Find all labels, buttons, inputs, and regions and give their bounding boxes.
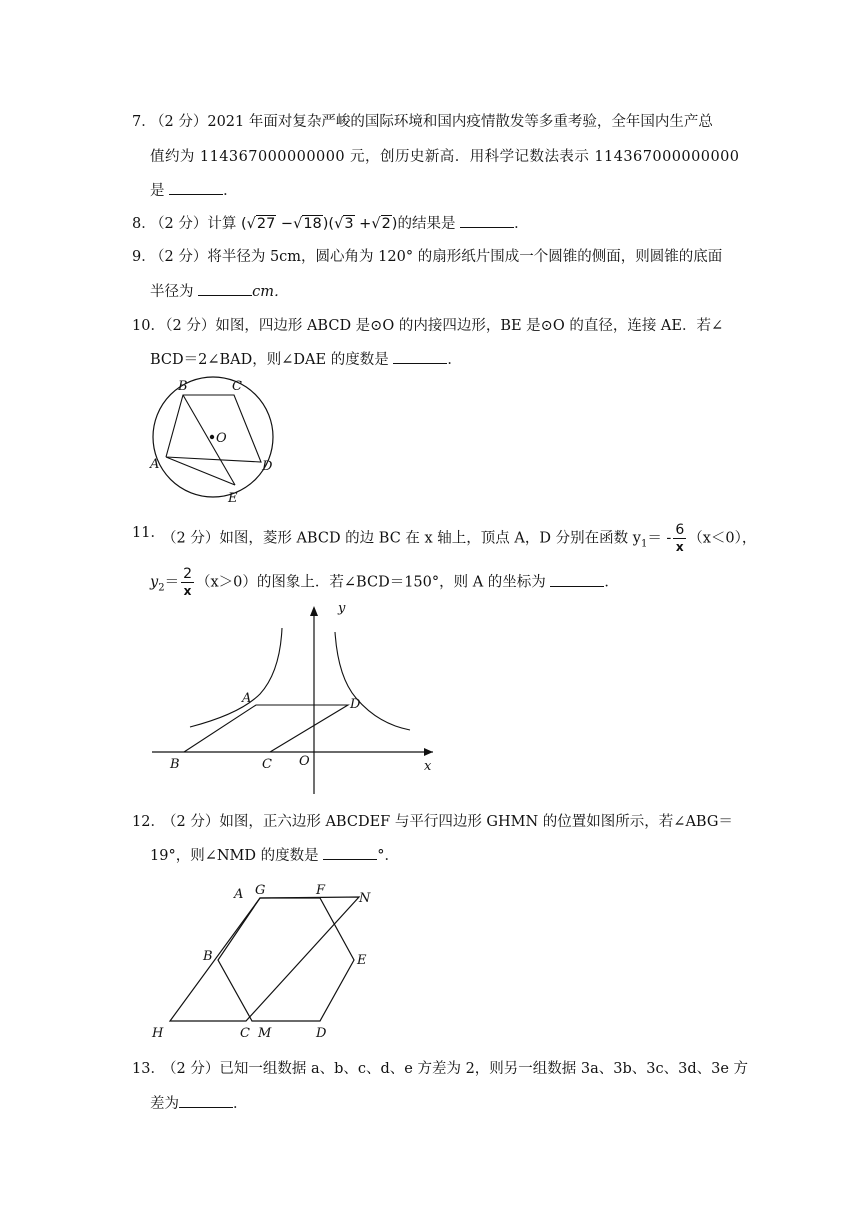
question-score: （2 分）	[162, 530, 220, 547]
label-e: E	[357, 953, 367, 968]
fraction-denominator: x	[675, 540, 684, 554]
rhombus-abcd	[184, 705, 348, 752]
fraction-denominator: x	[183, 584, 192, 598]
hexagon-abcdef	[218, 898, 354, 1021]
math-text: ＝ -	[647, 530, 672, 547]
question-line: 2021 年面对复杂严峻的国际环境和国内疫情散发等多重考验，全年国内生产总	[207, 114, 713, 130]
question-text	[162, 1058, 748, 1080]
question-score: （2 分）	[150, 249, 208, 265]
question-line: 19°，则∠NMD 的度数是	[150, 848, 319, 864]
question-line: 如图，菱形 ABCD 的边 BC 在 x 轴上，顶点 A，D 分别在函数 y	[219, 530, 641, 547]
question-text	[150, 845, 399, 867]
question-score: （2 分）	[150, 114, 208, 130]
label-e: E	[228, 491, 238, 505]
fraction-numerator: 2	[183, 566, 192, 582]
question-line: 如图，四边形 ABCD 是⊙O 的内接四边形，BE 是⊙O 的直径，连接 AE．若∠	[215, 318, 724, 334]
question-number: 12．	[132, 814, 165, 830]
label-c: C	[262, 757, 272, 772]
label-d: D	[316, 1026, 327, 1041]
curve-y1	[190, 628, 282, 727]
diameter-be	[183, 395, 235, 485]
question-score: （2 分）	[158, 318, 216, 334]
label-b: B	[203, 949, 213, 964]
question-text	[150, 566, 619, 599]
label-o: O	[299, 754, 310, 769]
question-text	[150, 281, 288, 303]
question-line: ．	[223, 183, 238, 199]
question-text	[162, 811, 733, 833]
question-number: 9．	[132, 249, 156, 265]
question-line: 值约为 114367000000000 元，创历史新高．用科学记数法表示 114367000000000	[150, 149, 740, 165]
label-c: C	[240, 1026, 250, 1041]
question-score: （2 分）	[162, 1061, 220, 1077]
math-text: y	[150, 574, 159, 591]
question-text	[150, 246, 722, 268]
hexagon-figure	[148, 878, 378, 1042]
math-expression: (√27 −√18)(√3 +√2)	[240, 216, 398, 232]
question-text	[150, 180, 238, 202]
unit-text: cm．	[252, 284, 289, 300]
label-h: H	[152, 1026, 164, 1041]
x-axis-arrow	[424, 748, 433, 756]
segment-ae	[166, 457, 235, 485]
question-line: ．	[514, 216, 529, 232]
question-line: 是	[150, 183, 165, 199]
question-line: ．	[233, 1096, 248, 1112]
fraction-numerator: 6	[675, 522, 685, 538]
question-number: 11．	[132, 525, 165, 541]
label-a: A	[150, 457, 160, 472]
label-y: y	[338, 602, 346, 616]
answer-blank[interactable]	[198, 281, 252, 296]
question-line: （x＞0）的图象上．若∠BCD＝150°，则 A 的坐标为	[196, 574, 546, 591]
question-line: 已知一组数据 a、b、c、d、e 方差为 2，则另一组数据 3a、3b、3c、3d、3e 方	[219, 1061, 749, 1077]
label-n: N	[359, 891, 371, 906]
question-text	[162, 522, 756, 555]
question-text	[150, 111, 713, 133]
y-axis-arrow	[310, 606, 318, 616]
curve-y2	[335, 632, 410, 730]
question-text	[158, 315, 723, 337]
answer-blank[interactable]	[169, 180, 223, 195]
subscript: 2	[158, 582, 165, 594]
center-point	[210, 435, 214, 439]
math-text: ＝	[164, 574, 180, 591]
question-line: 如图，正六边形 ABCDEF 与平行四边形 GHMN 的位置如图所示，若∠ABG＝	[219, 814, 733, 830]
label-b: B	[170, 757, 180, 772]
question-line: ．	[447, 352, 462, 368]
label-g: G	[255, 883, 266, 898]
answer-blank[interactable]	[393, 349, 447, 364]
label-m: M	[258, 1026, 272, 1041]
label-a: A	[234, 887, 244, 902]
label-b: B	[178, 379, 188, 394]
math-text: （x＜0），	[688, 530, 757, 547]
radicand: 18	[303, 216, 322, 232]
question-text	[150, 213, 529, 235]
radicand: 2	[381, 216, 391, 232]
radicand: 27	[256, 216, 276, 232]
question-line: 计算	[207, 216, 237, 232]
rhombus-graph-figure	[148, 602, 443, 798]
question-line: 半径为	[150, 284, 194, 300]
question-score: （2 分）	[162, 814, 220, 830]
label-o: O	[216, 431, 227, 446]
question-number: 8．	[132, 216, 156, 232]
label-x: x	[424, 759, 432, 774]
question-number: 13．	[132, 1061, 165, 1077]
question-score: （2 分）	[150, 216, 208, 232]
circle-figure	[140, 375, 280, 505]
question-text	[150, 349, 462, 371]
answer-blank[interactable]	[550, 572, 604, 587]
answer-blank[interactable]	[460, 213, 514, 228]
fraction	[181, 566, 194, 599]
question-text	[150, 1093, 248, 1115]
question-number: 10．	[132, 318, 165, 334]
label-f: F	[316, 883, 326, 898]
radicand: 3	[344, 216, 354, 232]
fraction	[673, 522, 686, 555]
answer-blank[interactable]	[323, 845, 377, 860]
label-a: A	[242, 691, 252, 706]
quadrilateral-abcd	[166, 395, 261, 462]
question-line: °．	[377, 848, 399, 864]
label-c: C	[232, 379, 242, 394]
label-d: D	[262, 459, 273, 474]
question-number: 7．	[132, 114, 156, 130]
question-line: 的结果是	[397, 216, 456, 232]
subscript: 1	[640, 538, 648, 550]
question-line: ．	[604, 574, 619, 591]
question-line: BCD＝2∠BAD，则∠DAE 的度数是	[150, 352, 389, 368]
question-line: 差为	[150, 1096, 179, 1112]
answer-blank[interactable]	[179, 1093, 233, 1108]
label-d: D	[350, 697, 361, 712]
question-line: 将半径为 5cm，圆心角为 120° 的扇形纸片围成一个圆锥的侧面，则圆锥的底面	[207, 249, 723, 265]
